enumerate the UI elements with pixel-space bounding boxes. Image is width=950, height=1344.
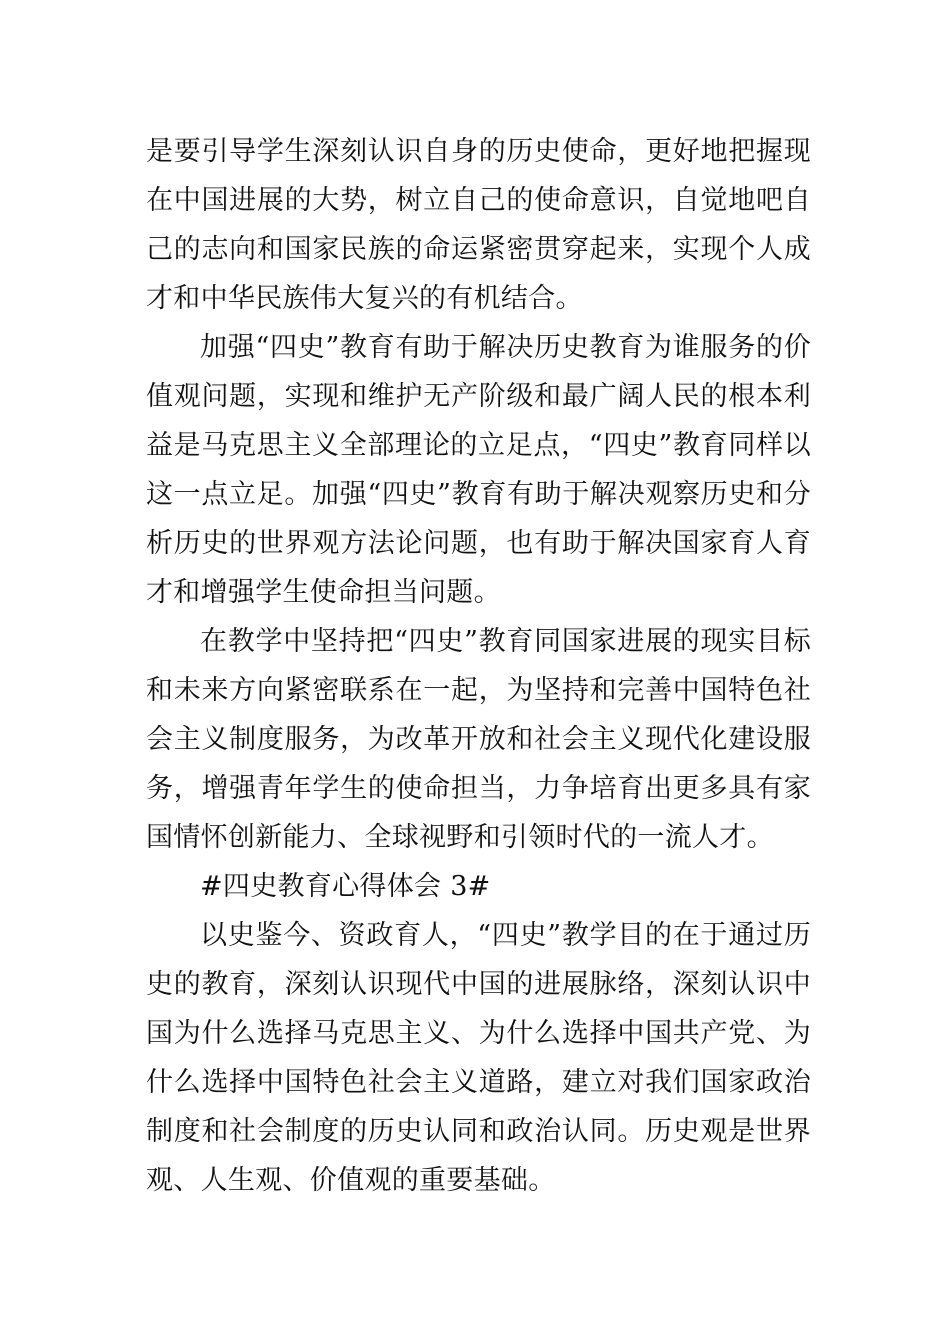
paragraph-teaching-goal: 在教学中坚持把“四史”教育同国家进展的现实目标和未来方向紧密联系在一起，为坚持和完善中国特色社会主义制度服务，为改革开放和社会主义现代化建设服务，增强青年学生的使命担当，力争培育出更多具有家国情怀创新能力、全球视野和引领时代的一流人才。 [146, 626, 811, 853]
section-heading: #四史教育心得体会 3# [200, 871, 491, 902]
paragraph-value-view: 加强“四史”教育有助于解决历史教育为谁服务的价值观问题，实现和维护无产阶级和最广阔人民的根本利益是马克思主义全部理论的立足点，“四史”教育同样以这一点立足。加强“四史”教育有助于解决观察历史和分析历史的世界观方法论问题，也有助于解决国家育人育才和增强学生使命担当问题。 [146, 332, 811, 608]
paragraph-history-lesson: 以史鉴今、资政育人，“四史”教学目的在于通过历史的教育，深刻认识现代中国的进展脉络，深刻认识中国为什么选择马克思主义、为什么选择中国共产党、为什么选择中国特色社会主义道路，建立对我们国家政治制度和社会制度的历史认同和政治认同。历史观是世界观、人生观、价值观的重要基础。 [146, 920, 811, 1196]
paragraph-continuation: 是要引导学生深刻认识自身的历史使命，更好地把握现在中国进展的大势，树立自己的使命意识，自觉地吧自己的志向和国家民族的命运紧密贯穿起来，实现个人成才和中华民族伟大复兴的有机结合。 [146, 136, 811, 314]
document-body [146, 127, 811, 1205]
